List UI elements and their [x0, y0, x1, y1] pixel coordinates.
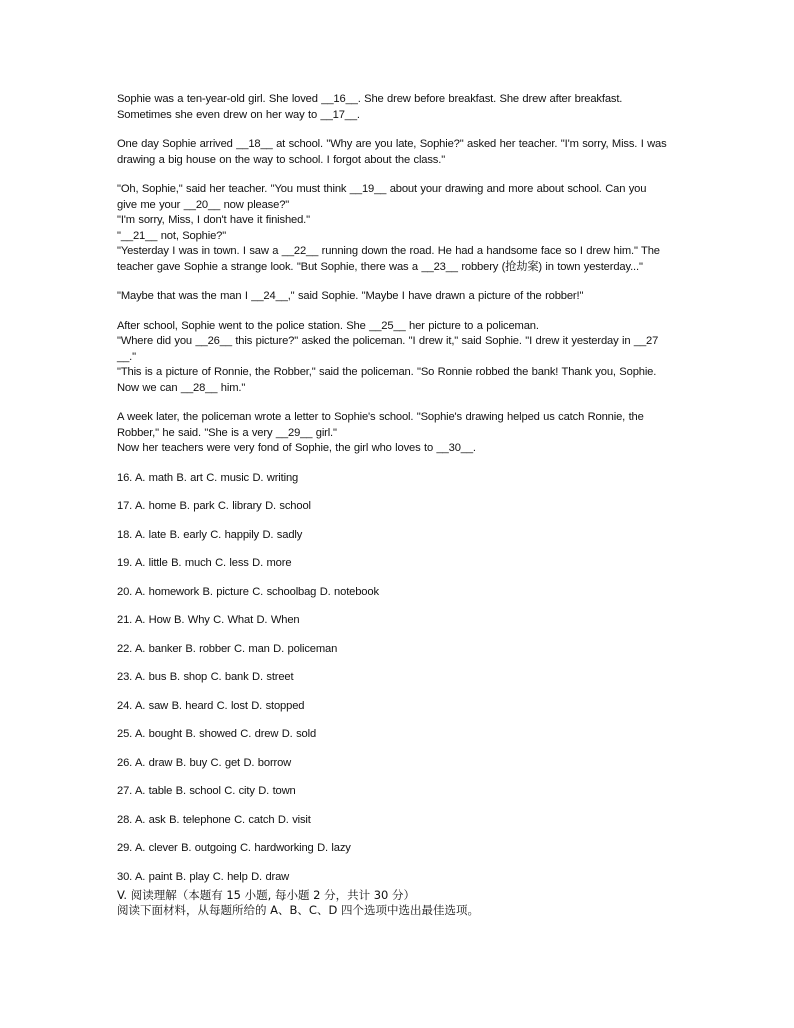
passage-line: Sometimes she even drew on her way to __17__.	[117, 108, 360, 121]
question-item: 23. A. bus B. shop C. bank D. street	[117, 671, 294, 683]
passage-line: A week later, the policeman wrote a letter to Sophie's school. "Sophie's drawing helped us catch Ronnie, the	[117, 411, 644, 423]
passage-line: drawing a big house on the way to school. I forgot about the class."	[117, 153, 446, 166]
question-item: 30. A. paint B. play C. help D. draw	[117, 870, 290, 883]
passage-line: give me your __20__ now please?"	[117, 198, 290, 211]
question-item: 29. A. clever B. outgoing C. hardworking D. lazy	[117, 842, 351, 854]
passage-line: __."	[117, 350, 136, 363]
question-item: 22. A. banker B. robber C. man D. policeman	[117, 642, 338, 655]
passage-line: "Yesterday I was in town. I saw a __22__ running down the road. He had a handsome face so I drew him." The	[117, 245, 660, 257]
passage-line: Now we can __28__ him."	[117, 381, 246, 394]
passage-line: "I'm sorry, Miss, I don't have it finished."	[117, 214, 310, 226]
passage-line: "Oh, Sophie," said her teacher. "You must think __19__ about your drawing and more about school. Can you	[117, 183, 647, 195]
cloze-passage	[117, 92, 682, 457]
passage-paragraph	[117, 410, 682, 457]
question-item: 26. A. draw B. buy C. get D. borrow	[117, 756, 292, 769]
passage-line: "Where did you __26__ this picture?" asked the policeman. "I drew it," said Sophie. "I drew it yesterday in __27	[117, 335, 659, 347]
question-item: 19. A. little B. much C. less D. more	[117, 557, 292, 569]
section-instruction: 阅读下面材料，从每题所给的 A、B、C、D 四个选项中选出最佳选项。	[117, 903, 479, 917]
question-item: 21. A. How B. Why C. What D. When	[117, 614, 300, 626]
question-item: 27. A. table B. school C. city D. town	[117, 785, 296, 797]
passage-line: After school, Sophie went to the police station. She __25__ her picture to a policeman.	[117, 319, 539, 332]
question-item: 17. A. home B. park C. library D. school	[117, 500, 311, 512]
exam-page	[117, 92, 682, 918]
passage-paragraph	[117, 289, 682, 305]
passage-line: "__21__ not, Sophie?"	[117, 229, 227, 242]
question-item: 16. A. math B. art C. music D. writing	[117, 471, 299, 484]
passage-line: teacher gave Sophie a strange look. "But Sophie, there was a __23__ robbery (抢劫案) in town yesterday..."	[117, 260, 643, 273]
passage-line: Robber," he said. "She is a very __29__ girl."	[117, 426, 337, 439]
cloze-questions	[117, 471, 682, 899]
passage-paragraph	[117, 319, 682, 397]
question-item: 25. A. bought B. showed C. drew D. sold	[117, 728, 317, 740]
passage-line: "This is a picture of Ronnie, the Robber," said the policeman. "So Ronnie robbed the bank! Thank you, Sophie.	[117, 366, 657, 378]
passage-line: "Maybe that was the man I __24__," said Sophie. "Maybe I have drawn a picture of the robber!"	[117, 290, 584, 302]
passage-paragraph	[117, 137, 682, 168]
section-title: V. 阅读理解（本题有 15 小题, 每小题 2 分，共计 30 分）	[117, 888, 416, 902]
passage-line: Now her teachers were very fond of Sophie, the girl who loves to __30__.	[117, 442, 476, 454]
passage-line: Sophie was a ten-year-old girl. She loved __16__. She drew before breakfast. She drew after breakfast.	[117, 93, 623, 105]
question-item: 18. A. late B. early C. happily D. sadly	[117, 528, 303, 541]
passage-paragraph	[117, 182, 682, 275]
question-item: 20. A. homework B. picture C. schoolbag D. notebook	[117, 585, 379, 598]
passage-line: One day Sophie arrived __18__ at school. "Why are you late, Sophie?" asked her teacher. "I'm sorry, Miss. I was	[117, 138, 667, 150]
passage-paragraph	[117, 92, 682, 123]
question-item: 28. A. ask B. telephone C. catch D. visit	[117, 813, 311, 826]
question-item: 24. A. saw B. heard C. lost D. stopped	[117, 699, 305, 712]
